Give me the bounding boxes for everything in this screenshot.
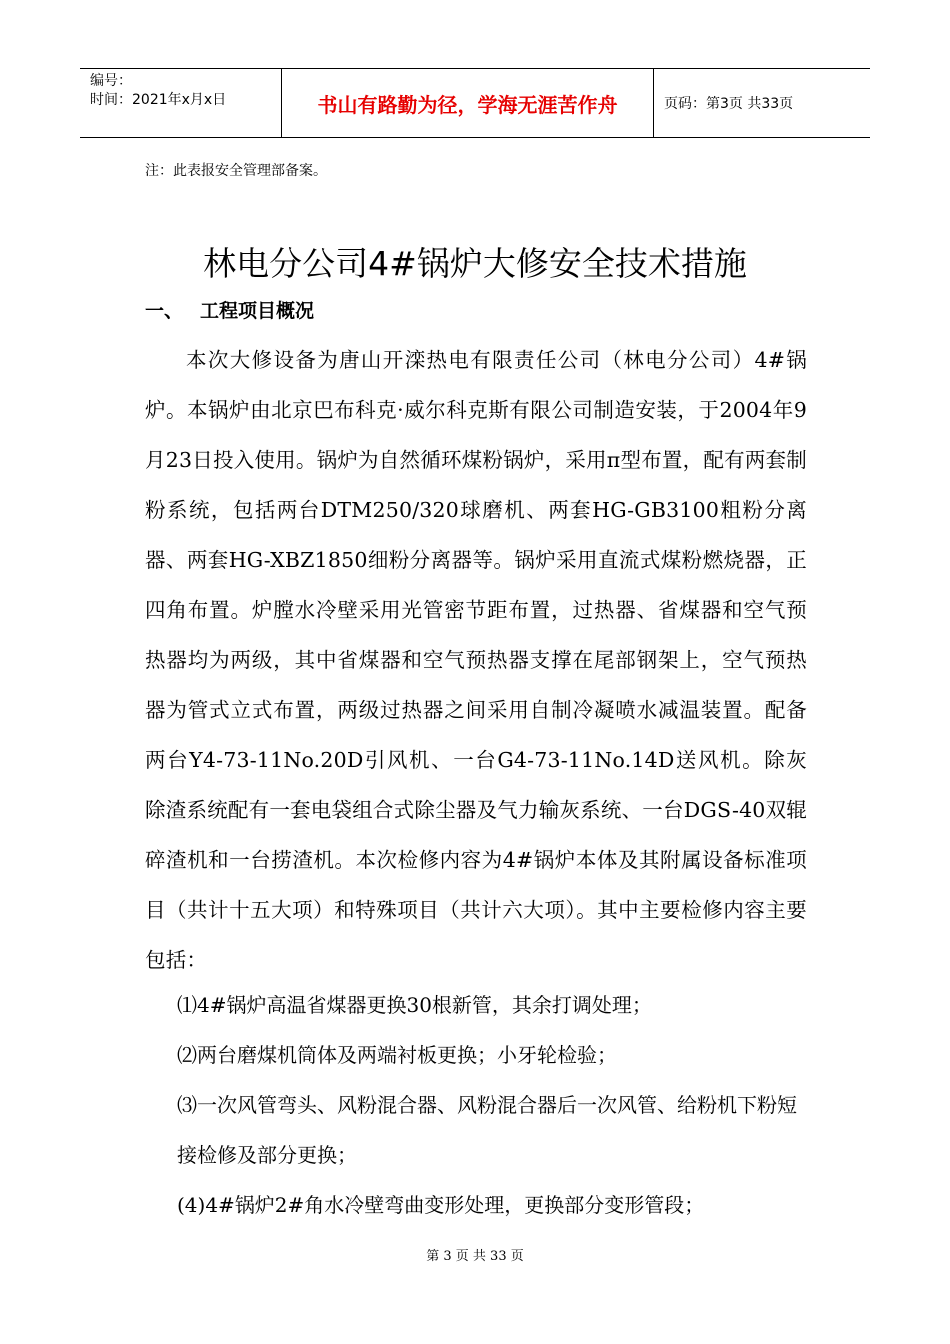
header-motto: 书山有路勤为径，学海无涯苦作舟 (282, 69, 654, 137)
document-date-label: 时间：2021年x月x日 (90, 92, 227, 108)
project-overview-paragraph: 本次大修设备为唐山开滦热电有限责任公司（林电分公司）4#锅炉。本锅炉由北京巴布科克·威尔科克斯有限公司制造安装，于2004年9月23日投入使用。锅炉为自然循环煤粉锅炉，采用π型布置，配有两套制粉系统，包括两台DTM250/320球磨机、两套HG-GB3100粗粉分离器、两套HG-XBZ1850细粉分离器等。锅炉采用直流式煤粉燃烧器，正四角布置。炉膛水冷壁采用光管密节距布置，过热器、省煤器和空气预热器均为两级，其中省煤器和空气预热器支撑在尾部钢架上，空气预热器为管式立式布置，两级过热器之间采用自制冷凝喷水减温装置。配备两台Y4-73-11No.20D引风机、一台G4-73-11No.14D送风机。除灰除渣系统配有一套电袋组合式除尘器及气力输灰系统、一台DGS-40双辊碎渣机和一台捞渣机。本次检修内容为4#锅炉本体及其附属设备标准项目（共计十五大项）和特殊项目（共计六大项）。其中主要检修内容主要包括： (145, 348, 807, 972)
list-item: (4)4#锅炉2#角水冷壁弯曲变形处理，更换部分变形管段； (177, 1193, 705, 1217)
section-title: 工程项目概况 (200, 300, 315, 322)
page-header (80, 68, 870, 138)
document-title: 林电分公司4#锅炉大修安全技术措施 (203, 244, 747, 283)
header-meta-cell (80, 69, 282, 137)
section-number: 一、 (145, 300, 184, 322)
list-item: ⑴4#锅炉高温省煤器更换30根新管，其余打调处理； (177, 993, 652, 1017)
page-footer: 第 3 页 共 33 页 (426, 1249, 524, 1264)
filing-note: 注：此表报安全管理部备案。 (145, 163, 327, 179)
header-page-number: 页码：第3页 共33页 (664, 96, 794, 112)
list-item: ⑶一次风管弯头、风粉混合器、风粉混合器后一次风管、给粉机下粉短接检修及部分更换； (177, 1093, 797, 1167)
list-item: ⑵两台磨煤机筒体及两端衬板更换；小牙轮检验； (177, 1043, 617, 1067)
maintenance-item-list (177, 980, 807, 1230)
document-number-label: 编号： (90, 73, 132, 89)
section-heading (145, 296, 314, 323)
